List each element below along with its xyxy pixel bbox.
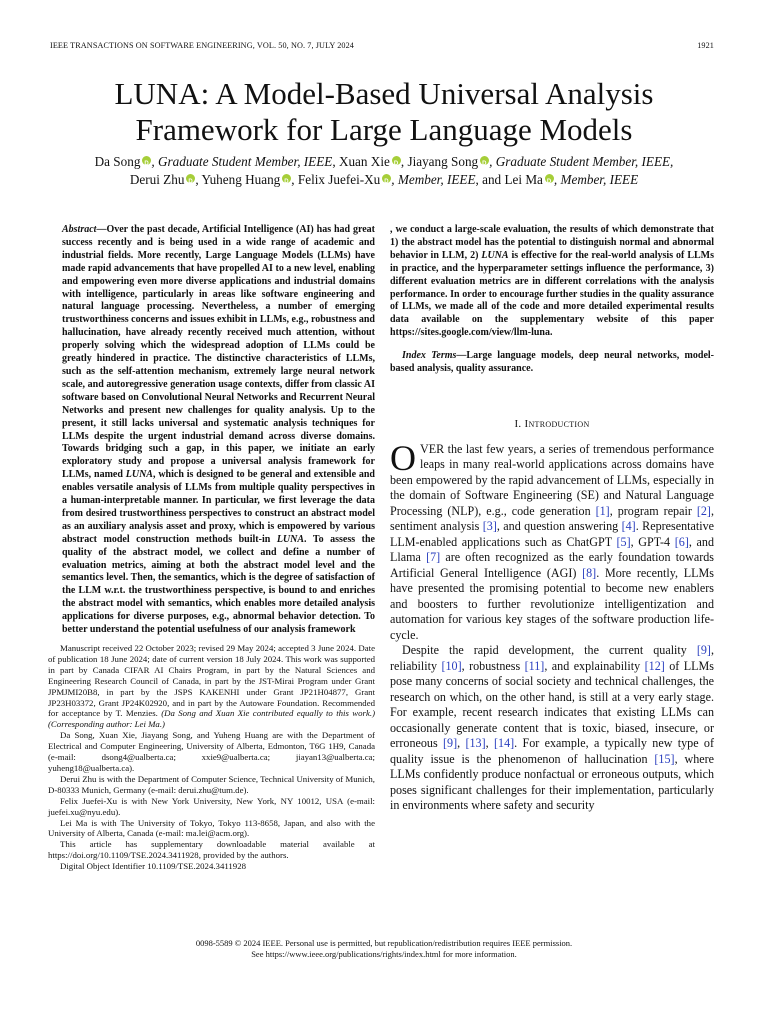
author-name: , Xuan Xie — [332, 154, 390, 169]
footnote-doi: Digital Object Identifier 10.1109/TSE.2024.3411928 — [60, 861, 247, 872]
citation-link[interactable]: [9] — [443, 736, 458, 751]
paragraph-text: , and explainability — [544, 658, 645, 673]
footnotes — [48, 643, 375, 872]
author-title: , Graduate Student Member, IEEE — [151, 154, 333, 169]
author-name: , Jiayang Song — [400, 154, 479, 169]
citation-link[interactable]: [6] — [674, 534, 689, 549]
citation-link[interactable]: [13] — [465, 736, 486, 751]
paragraph-text: , robustness — [461, 658, 525, 673]
abstract-text: . To assess the quality of the abstract model, we collect and define a number of evaluation metrics, aiming at both the abstract model level and the semantics level. Then, the semantics, which is the degree of satisfaction of the LLM w.r.t. the trustworthiness perspective, is bound to and enriches the abstract model with semantics, which enables more detailed analysis applications for diverse purposes, e.g., abnormal behavior detection. To better understand the potential usefulness of our analysis framework — [62, 533, 375, 636]
drop-cap: O — [390, 437, 416, 478]
orcid-icon[interactable] — [392, 156, 401, 165]
abstract-label: Abstract — [62, 224, 97, 235]
section-title: Introduction — [524, 417, 590, 430]
paragraph-text: . Representative LLM-enabled applications such as ChatGPT — [390, 519, 714, 549]
citation-link[interactable]: [8] — [582, 565, 597, 580]
index-terms — [390, 350, 714, 376]
title-line-1: LUNA: A Model-Based Universal Analysis — [114, 76, 654, 111]
paragraph — [390, 643, 714, 814]
author-name: , Felix Juefei-Xu — [291, 172, 381, 187]
title-line-2: Framework for Large Language Models — [135, 112, 633, 147]
citation-link[interactable]: [5] — [616, 534, 631, 549]
footnote-affiliation: Felix Juefei-Xu is with New York University, New York, NY 10012, USA (e-mail: juefei.xu@nyu.edu). — [48, 795, 375, 817]
author-name: Derui Zhu — [129, 172, 185, 187]
citation-link[interactable]: [3] — [482, 519, 497, 534]
paragraph-text: of LLMs pose many concerns of social society and technical challenges, the research on which, on the other hand, is still at a very early stage. For example, recent research indicates that existing LLMs can occasionally generate content that is toxic, biased, insecure, or erroneous — [390, 658, 714, 751]
copyright-footer — [40, 938, 728, 960]
orcid-icon[interactable] — [382, 174, 391, 183]
paragraph-text: , sentiment analysis — [390, 503, 714, 534]
author-name: , and Lei Ma — [475, 172, 543, 187]
citation-link[interactable]: [2] — [696, 503, 711, 518]
index-terms-text: —Large language models, deep neural networks, model-based analysis, quality assurance. — [390, 350, 714, 375]
framework-name: LUNA — [481, 249, 509, 261]
abstract-text: , which is designed to be general and extensible and enables versatile analysis of LLMs from multiple quality perspectives in a human-interpretable manner. In particular, we first leverage the data from desired trustworthiness perspectives to construct an abstract model as an auxiliary analysis asset and proxy, which is empowered by various abstract model construction methods built-in — [62, 469, 375, 545]
footnote-affiliation: Derui Zhu is with the Department of Computer Science, Technical University of Munich, D-80333 Munich, Germany (e-mail: derui.zhu@tum.de). — [48, 773, 375, 795]
abstract-text: —Over the past decade, Artificial Intelligence (AI) has had great success recently and is being used in a wide range of academic and industrial fields. More recently, Large Language Models (LLMs) have made rapid advancements that have propelled AI to a new level, enabling and empowering even more diverse applications and industrial domains with intelligence, particularly in areas like software engineering and natural language processing. Nevertheless, a number of emerging trustworthiness concerns and issues exhibit in LLMs, e.g., robustness and hallucination, have already recently received much attention, without properly solving which the widespread adoption of LLMs could be greatly hindered in practice. The distinctive characteristics of LLMs, such as the self-attention mechanism, extremely large neural network scale, and autoregressive generation usage contexts, differ from classic AI software based on Convolutional Neural Networks and Recurrent Neural Networks and present new challenges for quality analysis. Up to the present, it still lacks universal and systematic analysis techniques for LLMs despite the urgent industrial demand across diverse domains. Towards bridging such a gap, in this paper, we initiate an early exploratory study and propose a universal analysis framework for LLMs, named — [62, 224, 375, 481]
running-header — [50, 41, 714, 53]
framework-name: LUNA — [276, 533, 305, 545]
footnote-affiliation: Lei Ma is with The University of Tokyo, Tokyo 113-8658, Japan, and also with the University of Alberta, Canada (e-mail: ma.lei@acm.org). — [48, 817, 375, 839]
author-list — [40, 153, 728, 189]
footnote-affiliation: Da Song, Xuan Xie, Jiayang Song, and Yuheng Huang are with the Department of Electrical and Computer Engineering, University of Alberta, Edmonton, T6G 1H9, Canada (e-mail: dsong4@ualberta.ca; xxie9@ualberta.ca; jiayan13@ualberta.ca; yuheng18@ualberta.ca). — [48, 730, 375, 773]
framework-name: LUNA — [125, 469, 153, 481]
paragraph-text: , and Llama — [390, 534, 714, 565]
paragraph-text: , reliability — [390, 643, 714, 673]
citation-link[interactable]: [12] — [644, 658, 665, 673]
citation-link[interactable]: [7] — [426, 550, 441, 565]
orcid-icon[interactable] — [480, 156, 489, 165]
paragraph-text: , where LLMs confidently produce nonfactual or erroneous outputs, which poses significant challenges for their implementation, particularly in environments where safety and security — [390, 751, 715, 813]
paragraph-text: , GPT-4 — [630, 534, 675, 549]
paragraph-text: , — [457, 736, 466, 751]
orcid-icon[interactable] — [545, 174, 554, 183]
paragraph-text: , — [485, 736, 494, 751]
author-name: Da Song — [94, 154, 141, 169]
left-column — [62, 224, 375, 637]
introduction-body — [390, 437, 715, 814]
right-column — [390, 224, 714, 814]
footnote-supplementary: This article has supplementary downloadable material available at https://doi.org/10.1109/TSE.2024.3411928, provided by the authors. — [48, 839, 375, 861]
author-title: , Member, IEEE — [391, 172, 476, 187]
abstract-continued — [390, 224, 714, 340]
paper-title — [40, 76, 728, 148]
paragraph-text: VER the last few years, a series of tremendous performance leaps in many real-world applications across domains have been empowered by the rapid advancement of LLMs, especially in the domain of Software Engineering (SE) and Natural Language Processing (NLP), e.g., code generation — [390, 441, 714, 518]
footnote-manuscript — [48, 643, 375, 730]
author-title: , Member, IEEE — [553, 172, 639, 187]
page-number: 1921 — [697, 41, 714, 50]
paragraph-text: . More recently, LLMs have presented the promising potential to become new enablers and boosters to further revolutionize intelligentization and automation for various key stages of the software production life-cycle. — [390, 565, 714, 642]
paragraph-text: . For example, a typically new type of quality issue is the phenomenon of hallucination — [390, 736, 714, 766]
section-heading — [390, 418, 714, 430]
copyright-line: 0098-5589 © 2024 IEEE. Personal use is permitted, but republication/redistribution requires IEEE permission. — [195, 938, 573, 948]
section-number: I. — [514, 417, 525, 430]
rights-link-line: See https://www.ieee.org/publications/rights/index.html for more information. — [251, 949, 517, 959]
paragraph-text: are often recognized as the early foundation towards Artificial General Intelligence (AGI) — [390, 550, 714, 580]
index-terms-label: Index Terms — [402, 350, 457, 362]
paragraph-text: , and question answering — [496, 519, 622, 534]
author-name: , Yuheng Huang — [195, 172, 281, 187]
abstract-text: , we conduct a large-scale evaluation, the results of which demonstrate that 1) the abstract model has the potential to distinguish normal and abnormal behavior in LLM, 2) — [390, 224, 714, 261]
citation-link[interactable]: [4] — [621, 519, 636, 534]
orcid-icon[interactable] — [282, 174, 291, 183]
footnote-equal-contribution: (Da Song and Xuan Xie contributed equally to this work.) (Corresponding author: Lei Ma.) — [48, 708, 375, 730]
footnote-text: Manuscript received 22 October 2023; revised 29 May 2024; accepted 3 June 2024. Date of publication 18 June 2024; date of current version 18 July 2024. This work was supported in part by Canada CIFAR AI Chairs Program, in part by the Natural Sciences and Engineering Research Council of Canada, in part by the JST-Mirai Program under Grant JPMJMI20B8, in part by the JSPS KAKENHI under Grant JP21H04877, Grant JP23H03372, Grant JP24K02920, and in part by the Autoware Foundation. Recommended for acceptance by T. Menzies. — [48, 643, 375, 719]
citation-link[interactable]: [15] — [654, 751, 675, 766]
author-title: , Graduate Student Member, IEEE, — [489, 154, 674, 169]
citation-link[interactable]: [9] — [696, 643, 711, 658]
paragraph-text: , program repair — [609, 503, 697, 518]
paragraph-text: Despite the rapid development, the current quality — [402, 643, 697, 658]
abstract-text: is effective for the real-world analysis of LLMs in practice, and the hyperparameter settings influence the performance, 3) different evaluation metrics are in different correlations with the analysis performance. In order to encourage further studies in the quality assurance of LLMs, we made all of the code and more detailed experimental results data available on the supplementary website of this paper https://sites.google.com/view/llm-luna. — [390, 249, 714, 339]
citation-link[interactable]: [1] — [595, 503, 610, 518]
citation-link[interactable]: [14] — [494, 736, 515, 751]
citation-link[interactable]: [10] — [441, 658, 462, 673]
paragraph — [390, 437, 714, 644]
citation-link[interactable]: [11] — [524, 658, 545, 673]
journal-header: IEEE TRANSACTIONS ON SOFTWARE ENGINEERING, VOL. 50, NO. 7, JULY 2024 — [50, 41, 354, 50]
abstract — [62, 224, 375, 637]
